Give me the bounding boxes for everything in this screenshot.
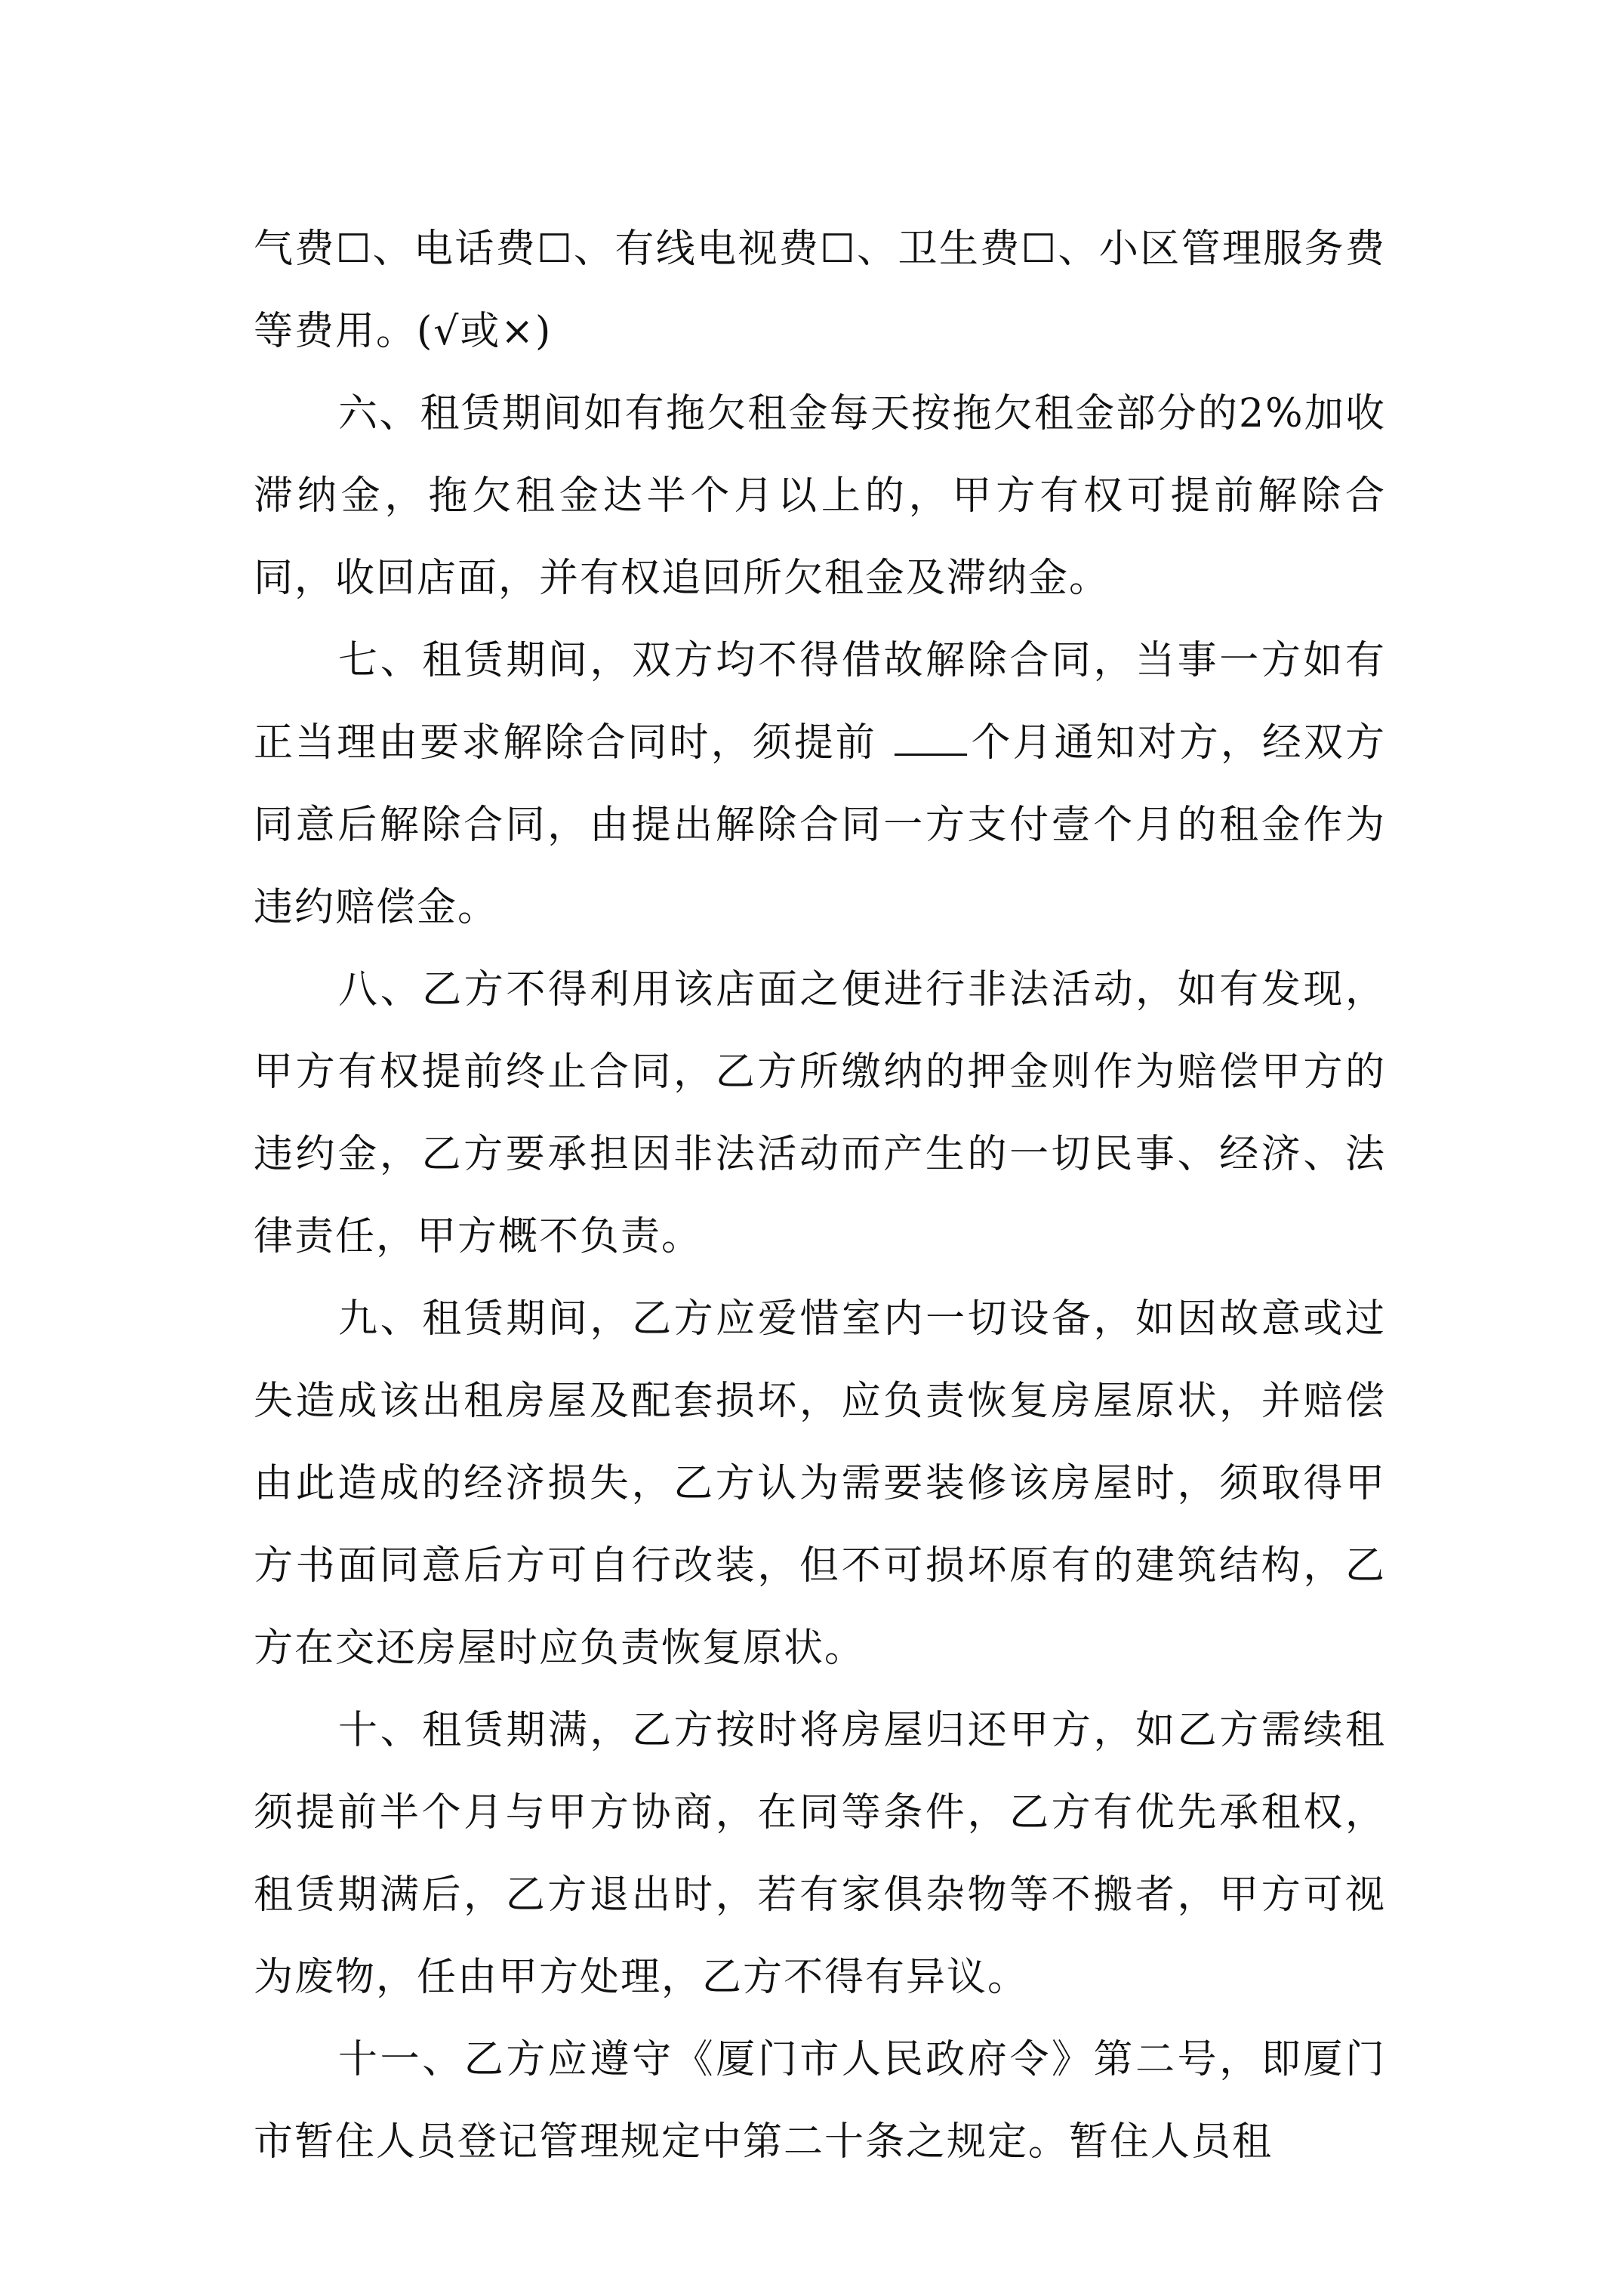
document-body — [254, 208, 1386, 2184]
paragraph-clause-8: 八、乙方不得利用该店面之便进行非法活动，如有发现，甲方有权提前终止合同，乙方所缴纳的押金则作为赔偿甲方的违约金，乙方要承担因非法活动而产生的一切民事、经济、法律责任，甲方概不负责。 — [254, 967, 1386, 1259]
paragraph-clause-11: 十一、乙方应遵守《厦门市人民政府令》第二号，即厦门市暂住人员登记管理规定中第二十条之规定。暂住人员租 — [254, 2037, 1386, 2165]
paragraph-clause-9: 九、租赁期间，乙方应爱惜室内一切设备，如因故意或过失造成该出租房屋及配套损坏，应负责恢复房屋原状，并赔偿由此造成的经济损失，乙方认为需要装修该房屋时，须取得甲方书面同意后方可自行改装，但不可损坏原有的建筑结构，乙方在交还房屋时应负责恢复原状。 — [254, 1296, 1386, 1671]
clause-7-text-after-blank: 个月通知对方，经双方同意后解除合同，由提出解除合同一方支付壹个月的租金作为违约赔偿金。 — [254, 720, 1386, 930]
paragraph-fees-continued: 气费☐、电话费☐、有线电视费☐、卫生费☐、小区管理服务费等费用。(√或×) — [254, 227, 1386, 354]
fill-in-blank-months — [895, 723, 967, 756]
clause-7-text-before-blank: 七、租赁期间，双方均不得借故解除合同，当事一方如有正当理由要求解除合同时，须提前 — [254, 638, 1386, 766]
paragraph-clause-6: 六、租赁期间如有拖欠租金每天按拖欠租金部分的2%加收滞纳金，拖欠租金达半个月以上的，甲方有权可提前解除合同，收回店面，并有权追回所欠租金及滞纳金。 — [254, 391, 1386, 601]
paragraph-clause-10: 十、租赁期满，乙方按时将房屋归还甲方，如乙方需续租须提前半个月与甲方协商，在同等条件，乙方有优先承租权，租赁期满后，乙方退出时，若有家俱杂物等不搬者，甲方可视为废物，任由甲方处理，乙方不得有异议。 — [254, 1708, 1386, 2000]
paragraph-clause-7 — [254, 620, 1386, 949]
